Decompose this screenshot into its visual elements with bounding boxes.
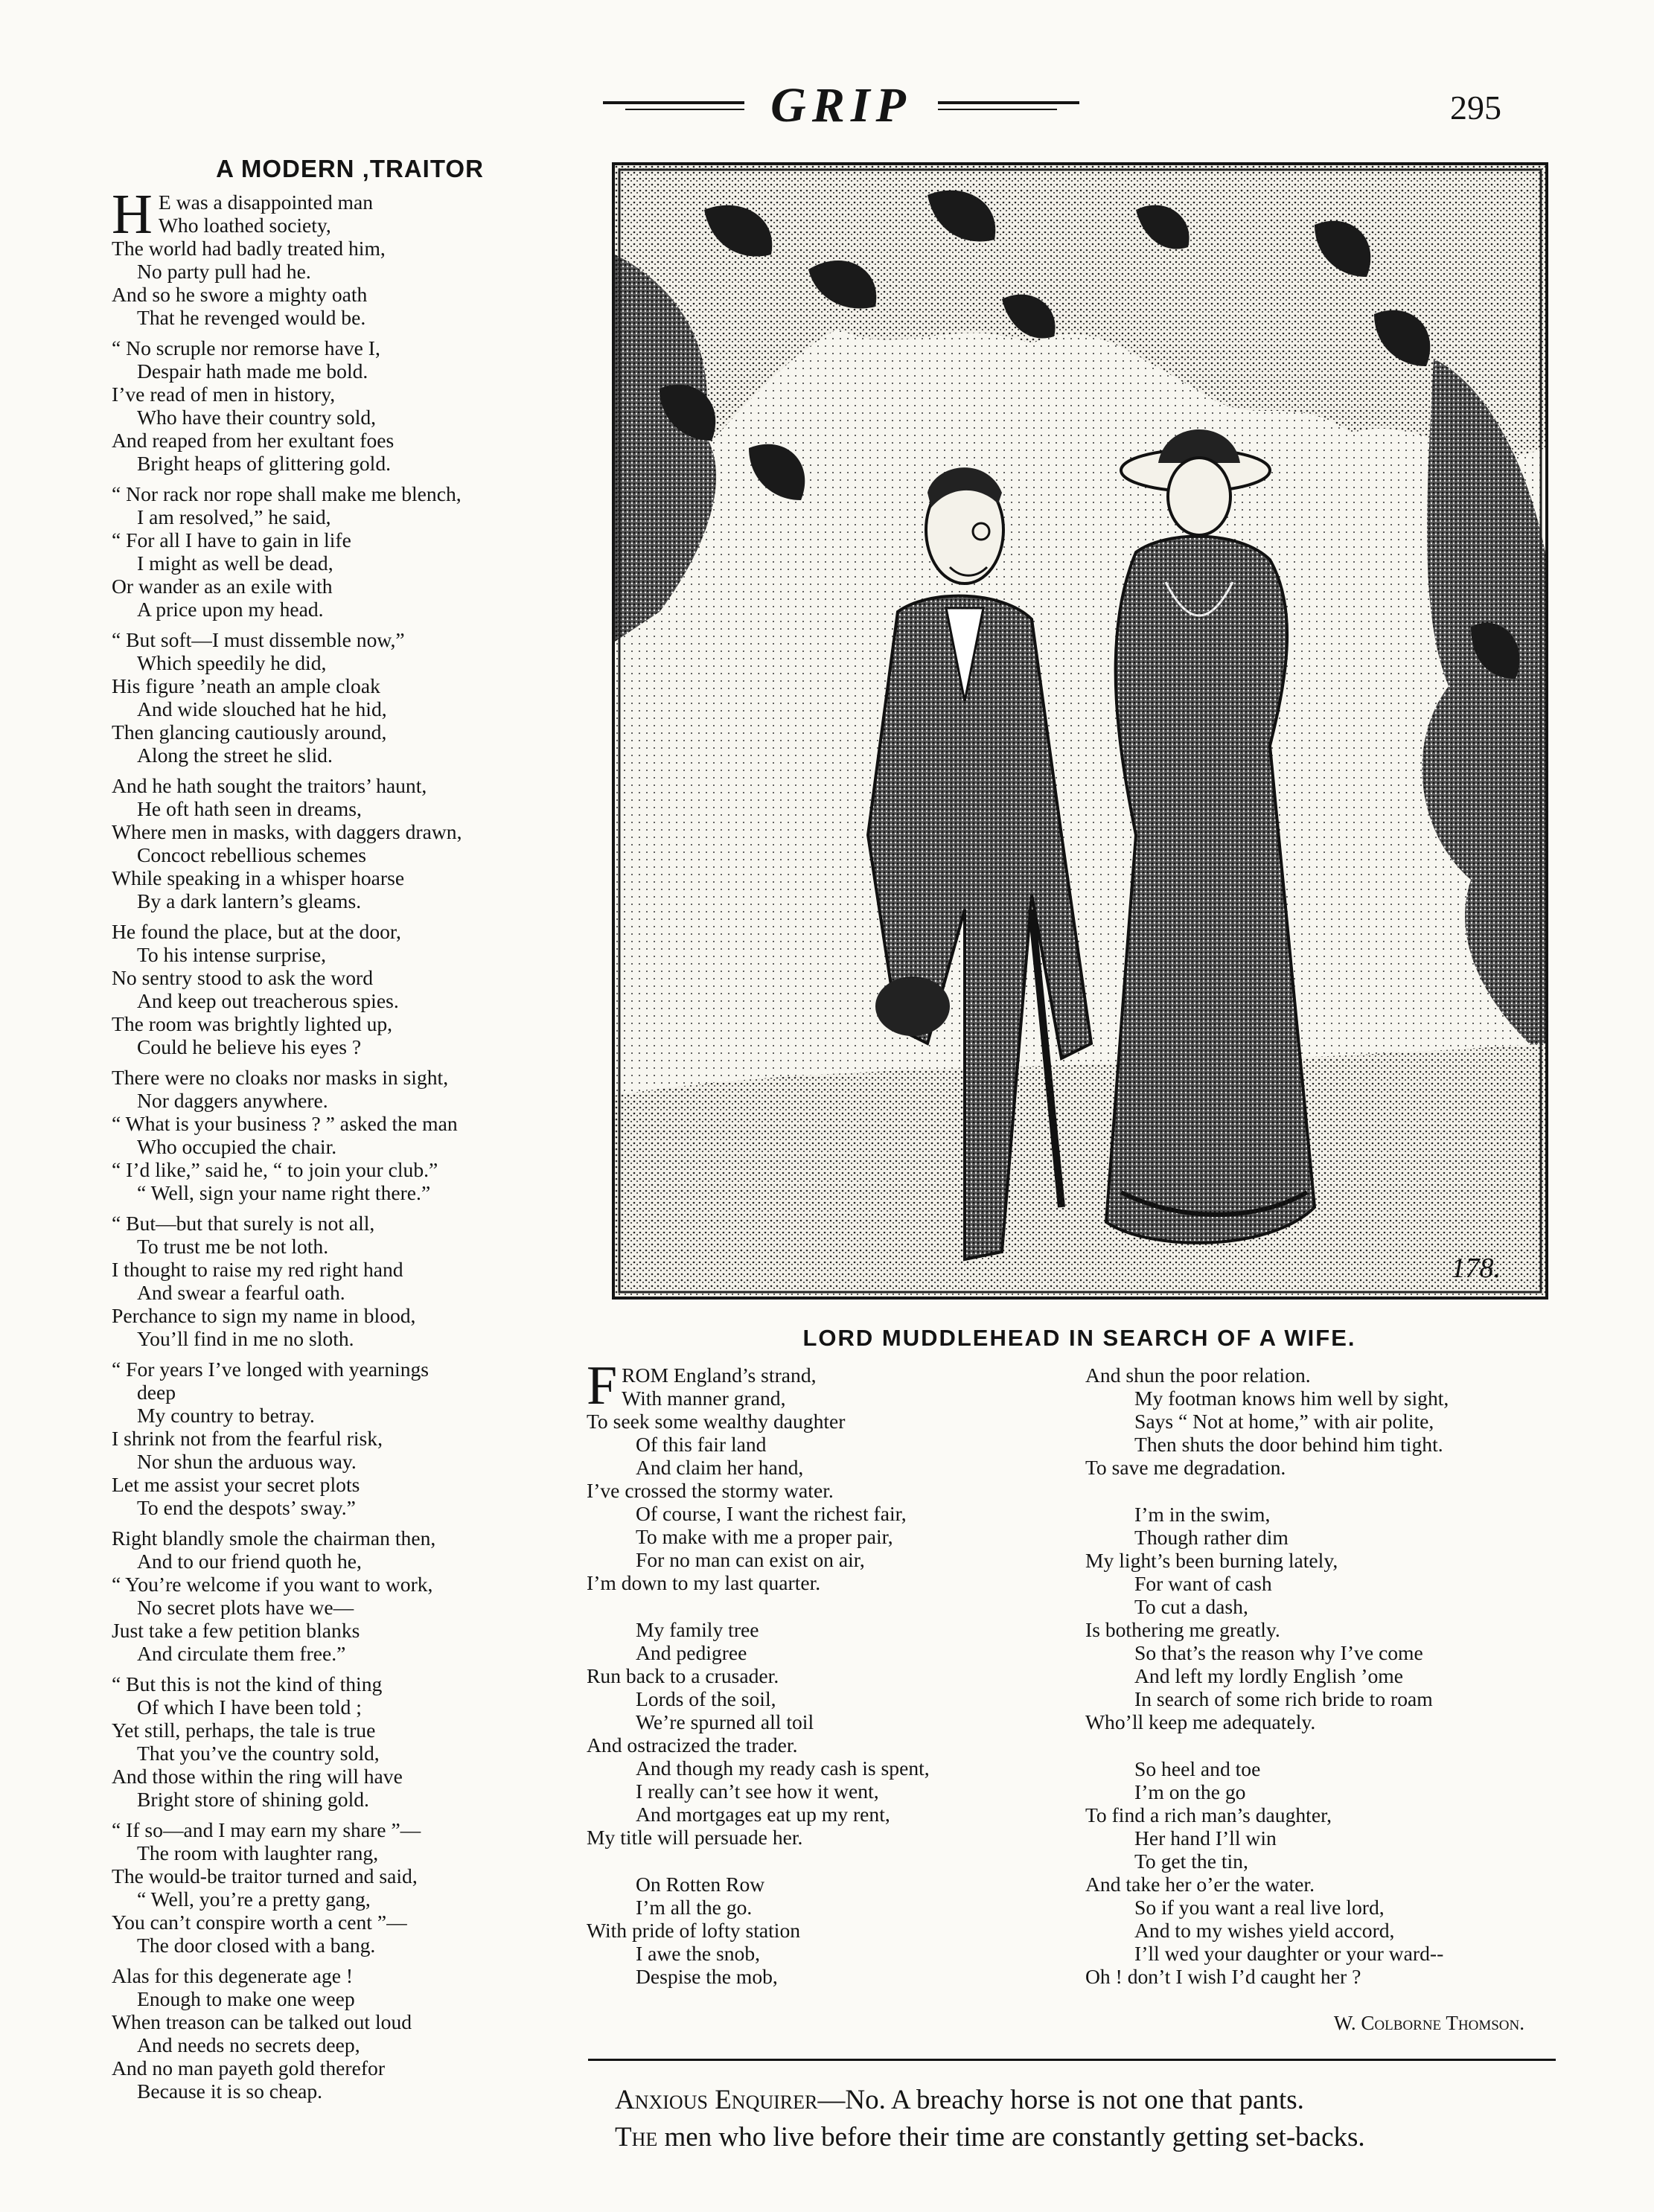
poem-line: And to my wishes yield accord,	[1134, 1919, 1395, 1942]
poem-line: And reaped from her exultant foes	[112, 429, 395, 452]
poem-line: Alas for this degenerate age !	[112, 1964, 354, 1987]
poem-line: Of course, I want the richest fair,	[636, 1502, 907, 1525]
poem-line: Because it is so cheap.	[137, 2080, 323, 2103]
poem-line: On Rotten Row	[636, 1873, 765, 1896]
poem-line: No party pull had he.	[137, 260, 311, 283]
poem-line: Of which I have been told ;	[137, 1695, 362, 1719]
poem-line: For want of cash	[1134, 1572, 1272, 1595]
poem-line: “ But this is not the kind of thing	[112, 1672, 383, 1695]
poem-line: We’re spurned all toil	[636, 1710, 814, 1733]
stanza	[587, 1618, 1063, 1849]
poem-line: And take her o’er the water.	[1085, 1873, 1315, 1896]
masthead	[588, 74, 1094, 134]
poem-line: There were no cloaks nor masks in sight,	[112, 1066, 449, 1089]
stanza	[587, 1355, 1063, 1594]
poem-line: deep	[137, 1381, 176, 1404]
poem-line: No secret plots have we—	[137, 1596, 354, 1619]
stanza	[112, 183, 573, 329]
poem-line: “ Well, sign your name right there.”	[137, 1181, 431, 1204]
poem-line: Then shuts the door behind him tight.	[1134, 1433, 1443, 1456]
joke-anxious-enquirer	[615, 2084, 1304, 2116]
poem-line: And claim her hand,	[636, 1456, 804, 1479]
poem-line: Who’ll keep me adequately.	[1085, 1710, 1316, 1733]
poem-line: I thought to raise my red right hand	[112, 1258, 403, 1281]
poem-line: Or wander as an exile with	[112, 575, 333, 598]
poem-line: To make with me a proper pair,	[636, 1525, 893, 1548]
poem-line: In search of some rich bride to roam	[1134, 1687, 1433, 1710]
poem-line: Despise the mob,	[636, 1965, 778, 1988]
poem-muddlehead-col1	[587, 1355, 1063, 2012]
poem-line: I am resolved,” he said,	[137, 505, 331, 528]
poem-line: I’m down to my last quarter.	[587, 1571, 821, 1594]
poem-line: And swear a fearful oath.	[137, 1281, 345, 1304]
poem-line: For no man can exist on air,	[636, 1548, 865, 1571]
poem-line: To end the despots’ sway.”	[137, 1496, 356, 1519]
poem-line: And shun the poor relation.	[1085, 1364, 1311, 1387]
poem-line: My country to betray.	[137, 1404, 315, 1427]
poem-line: E was a disappointed man	[158, 191, 374, 214]
poem-line: I really can’t see how it went,	[636, 1780, 879, 1803]
poem-line: I shrink not from the fearful risk,	[112, 1427, 383, 1450]
poem-line: Who occupied the chair.	[137, 1135, 337, 1158]
illustrator-signature: 178.	[1451, 1253, 1501, 1284]
poem-line: His figure ’neath an ample cloak	[112, 674, 380, 697]
poem-line: Which speedily he did,	[137, 651, 327, 674]
poem-line: He oft hath seen in dreams,	[137, 797, 362, 820]
poem-modern-traitor	[112, 155, 573, 2110]
poem-line: Yet still, perhaps, the tale is true	[112, 1719, 376, 1742]
poem-line: The room was brightly lighted up,	[112, 1012, 393, 1035]
stanza	[112, 1066, 573, 1204]
illustration-lord-muddlehead	[612, 162, 1548, 1300]
poem-line: “ What is your business ? ” asked the man	[112, 1112, 458, 1135]
illustration-drawing	[615, 165, 1545, 1297]
poem-line: I might as well be dead,	[137, 552, 333, 575]
poem-line: And those within the ring will have	[112, 1765, 403, 1788]
poem-line: Just take a few petition blanks	[112, 1619, 360, 1642]
poem-line: I’m on the go	[1134, 1780, 1246, 1803]
poem-col2-body	[1085, 1364, 1562, 1988]
poem-line: Though rather dim	[1134, 1526, 1289, 1549]
poem-line: And needs no secrets deep,	[137, 2033, 360, 2056]
joke-text: men who live before their time are constantly getting set-backs.	[657, 2122, 1365, 2152]
stanza	[1085, 1503, 1562, 1733]
poem-line: “ Well, you’re a pretty gang,	[137, 1887, 371, 1911]
poem-line: That you’ve the country sold,	[137, 1742, 380, 1765]
poem-line: To his intense surprise,	[137, 943, 327, 966]
masthead-title: GRIP	[770, 78, 912, 132]
poem-line: And ostracized the trader.	[587, 1733, 798, 1757]
poem-line: Nor daggers anywhere.	[137, 1089, 328, 1112]
poem-line: Despair hath made me bold.	[137, 359, 368, 383]
poem-line: Bright store of shining gold.	[137, 1788, 369, 1811]
poem-line: “ But—but that surely is not all,	[112, 1212, 375, 1235]
poem-line: My footman knows him well by sight,	[1134, 1387, 1449, 1410]
poem-muddlehead-col2	[1085, 1364, 1562, 2035]
poem-line: And though my ready cash is spent,	[636, 1757, 930, 1780]
drop-cap: F	[587, 1355, 618, 1416]
stanza	[112, 628, 573, 767]
poem-line: The would-be traitor turned and said,	[112, 1864, 418, 1887]
poem-line: And no man payeth gold therefor	[112, 2056, 386, 2080]
joke-text: —No. A breachy horse is not one that pants.	[817, 2085, 1304, 2115]
poem-line: And pedigree	[636, 1641, 747, 1664]
poem-line: Concoct rebellious schemes	[137, 843, 367, 866]
poem-line: And keep out treacherous spies.	[137, 989, 399, 1012]
author-signature: W. Colborne Thomson.	[1333, 2012, 1524, 2034]
poem-line: You’ll find in me no sloth.	[137, 1327, 354, 1350]
poem-line: Of this fair land	[636, 1433, 767, 1456]
stanza	[112, 1212, 573, 1350]
poem-line: I’ve crossed the stormy water.	[587, 1479, 834, 1502]
poem-line: And he hath sought the traitors’ haunt,	[112, 774, 427, 797]
poem-line: Could he believe his eyes ?	[137, 1035, 362, 1058]
poem-line: He found the place, but at the door,	[112, 920, 401, 943]
poem-line: When treason can be talked out loud	[112, 2010, 412, 2033]
poem-line: And to our friend quoth he,	[137, 1550, 362, 1573]
section-divider	[588, 2059, 1556, 2061]
poem-line: No sentry stood to ask the word	[112, 966, 374, 989]
stanza	[112, 774, 573, 912]
poem-line: So that’s the reason why I’ve come	[1134, 1641, 1423, 1664]
stanza	[587, 1873, 1063, 1988]
poem-line: I’m in the swim,	[1134, 1503, 1271, 1526]
poem-line: Then glancing cautiously around,	[112, 720, 387, 744]
poem-line: Perchance to sign my name in blood,	[112, 1304, 416, 1327]
stanza	[112, 1358, 573, 1519]
stanza	[112, 1672, 573, 1811]
poem-line: Let me assist your secret plots	[112, 1473, 360, 1496]
poem-line: Bright heaps of glittering gold.	[137, 452, 392, 475]
joke-lead: Anxious Enquirer	[615, 2085, 818, 2115]
poem-line: With manner grand,	[622, 1387, 786, 1410]
poem-line: And circulate them free.”	[137, 1642, 346, 1665]
poem-line: Her hand I’ll win	[1134, 1826, 1277, 1850]
poem-line: “ You’re welcome if you want to work,	[112, 1573, 433, 1596]
poem-line: “ For years I’ve longed with yearnings	[112, 1358, 430, 1381]
stanza	[112, 1964, 573, 2103]
poem-line: To get the tin,	[1134, 1850, 1248, 1873]
stanza	[112, 920, 573, 1058]
poem-line: And wide slouched hat he hid,	[137, 697, 387, 720]
poem-line: With pride of lofty station	[587, 1919, 801, 1942]
page-number: 295	[1450, 89, 1501, 127]
stanza	[1085, 1364, 1562, 1479]
poem-line: I’ll wed your daughter or your ward--	[1134, 1942, 1444, 1965]
poem-line: While speaking in a whisper hoarse	[112, 866, 405, 889]
poem-line: Where men in masks, with daggers drawn,	[112, 820, 462, 843]
poem-line: Lords of the soil,	[636, 1687, 776, 1710]
poem-line: Who loathed society,	[158, 214, 331, 237]
poem-line: And so he swore a mighty oath	[112, 283, 368, 306]
poem-line: Enough to make one weep	[137, 1987, 355, 2010]
stanza	[112, 1527, 573, 1665]
poem-line: And mortgages eat up my rent,	[636, 1803, 890, 1826]
joke-set-backs	[615, 2121, 1365, 2153]
poem-title: A MODERN ‚TRAITOR	[216, 155, 484, 182]
poem-line: I’ve read of men in history,	[112, 383, 336, 406]
poem-line: To find a rich man’s daughter,	[1085, 1803, 1332, 1826]
illustration-caption: LORD MUDDLEHEAD IN SEARCH OF A WIFE.	[802, 1325, 1356, 1351]
poem-line: To save me degradation.	[1085, 1456, 1286, 1479]
poem-line: A price upon my head.	[137, 598, 324, 621]
poem-line: To seek some wealthy daughter	[587, 1410, 846, 1433]
poem-line: The room with laughter rang,	[137, 1841, 379, 1864]
poem-line: Says “ Not at home,” with air polite,	[1134, 1410, 1434, 1433]
poem-line: Run back to a crusader.	[587, 1664, 779, 1687]
poem-line: I’m all the go.	[636, 1896, 753, 1919]
joke-lead: The	[615, 2122, 658, 2152]
poem-line: Right blandly smole the chairman then,	[112, 1527, 436, 1550]
poem-line: That he revenged would be.	[137, 306, 366, 329]
poem-line: “ For all I have to gain in life	[112, 528, 351, 552]
poem-line: Oh ! don’t I wish I’d caught her ?	[1085, 1965, 1361, 1988]
poem-line: The door closed with a bang.	[137, 1934, 376, 1957]
poem-line: Who have their country sold,	[137, 406, 377, 429]
poem-line: “ If so—and I may earn my share ”—	[112, 1818, 421, 1841]
poem-line: To cut a dash,	[1134, 1595, 1248, 1618]
poem-line: “ Nor rack nor rope shall make me blench,	[112, 482, 462, 505]
poem-line: To trust me be not loth.	[137, 1235, 329, 1258]
stanza	[112, 482, 573, 621]
poem-line: Is bothering me greatly.	[1085, 1618, 1280, 1641]
poem-line: You can’t conspire worth a cent ”—	[112, 1911, 407, 1934]
stanza	[1085, 1757, 1562, 1988]
poem-line: My family tree	[636, 1618, 759, 1641]
poem-line: And left my lordly English ’ome	[1134, 1664, 1403, 1687]
poem-line: “ But soft—I must dissemble now,”	[112, 628, 405, 651]
poem-line: My title will persuade her.	[587, 1826, 803, 1849]
drop-cap: H	[112, 183, 153, 246]
poem-line: ROM England’s strand,	[622, 1364, 817, 1387]
poem-line: I awe the snob,	[636, 1942, 761, 1965]
poem-line: So heel and toe	[1134, 1757, 1261, 1780]
stanza	[112, 1818, 573, 1957]
poem-line: Along the street he slid.	[137, 744, 333, 767]
poem-line: By a dark lantern’s gleams.	[137, 889, 362, 912]
poem-line: Nor shun the arduous way.	[137, 1450, 357, 1473]
poem-line: The world had badly treated him,	[112, 237, 386, 260]
poem-line: “ No scruple nor remorse have I,	[112, 336, 380, 359]
poem-line: So if you want a real live lord,	[1134, 1896, 1385, 1919]
poem-line: “ I’d like,” said he, “ to join your club.”	[112, 1158, 438, 1181]
stanza	[112, 336, 573, 475]
poem-body	[112, 183, 573, 2103]
poem-line: My light’s been burning lately,	[1085, 1549, 1338, 1572]
